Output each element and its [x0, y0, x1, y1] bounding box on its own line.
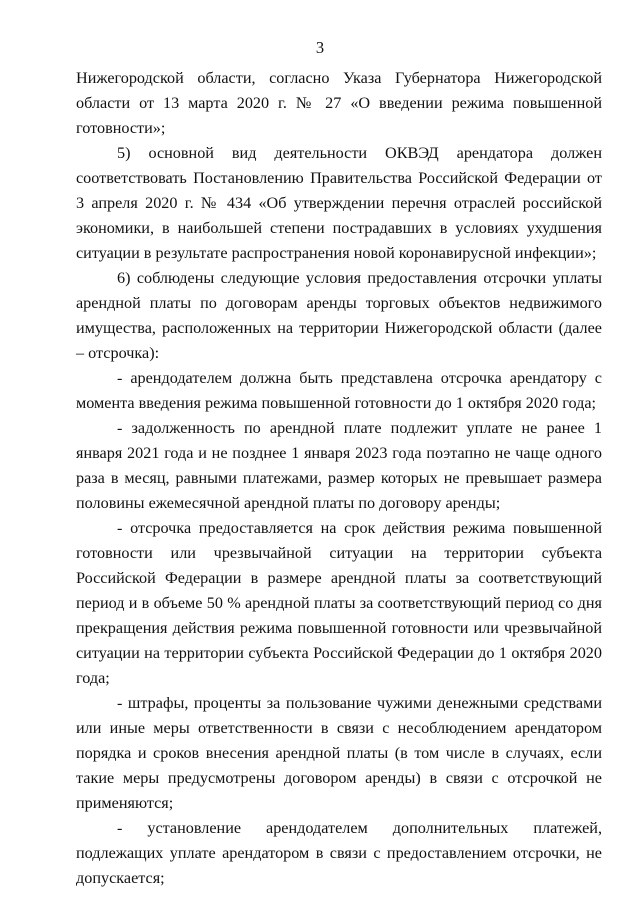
list-item-deferral-period: - арендодателем должна быть представлена отсрочка арендатору с момента введения режима повышенной готовности до 1 октября 2020 года;: [76, 369, 602, 412]
page-number: 3: [315, 38, 325, 57]
paragraph-continuation: Нижегородской области, согласно Указа Губернатора Нижегородской области от 13 марта 2020 г. № 27 «О введении режима повышенной готовности»;: [76, 69, 602, 137]
paragraph-item-6: 6) соблюдены следующие условия предоставления отсрочки уплаты арендной платы по договорам аренды торговых объектов недвижимого имущества, расположенных на территории Нижегородской области (далее – отсрочка):: [76, 269, 602, 362]
list-item-debt-repayment: - задолженность по арендной плате подлежит уплате не ранее 1 января 2021 года и не позднее 1 января 2023 года поэтапно не чаще одного раза в месяц, равными платежами, размер которых не превышает размера половины ежемесячной арендной платы по договору аренды;: [76, 419, 602, 512]
list-item-additional-payments: - установление арендодателем дополнительных платежей, подлежащих уплате арендатором в связи с предоставлением отсрочки, не допускается;: [76, 819, 602, 887]
paragraph-item-5: 5) основной вид деятельности ОКВЭД арендатора должен соответствовать Постановлению Правительства Российской Федерации от 3 апреля 2020 г. № 434 «Об утверждении перечня отраслей российской экономики, в наибольшей степени пострадавших в условиях ухудшения ситуации в результате распространения новой коронавирусной инфекции»;: [76, 144, 602, 262]
document-body: [76, 66, 602, 891]
list-item-deferral-term: - отсрочка предоставляется на срок действия режима повышенной готовности или чрезвычайной ситуации на территории субъекта Российской Федерации в размере арендной платы за соответствующий период и в объеме 50 % арендной платы за соответствующий период со дня прекращения действия режима повышенной готовности или чрезвычайной ситуации на территории субъекта Российской Федерации до 1 октября 2020 года;: [76, 519, 602, 687]
list-item-penalties: - штрафы, проценты за пользование чужими денежными средствами или иные меры ответственности в связи с несоблюдением арендатором порядка и сроков внесения арендной платы (в том числе в случаях, если такие меры предусмотрены договором аренды) в связи с отсрочкой не применяются;: [76, 694, 602, 812]
